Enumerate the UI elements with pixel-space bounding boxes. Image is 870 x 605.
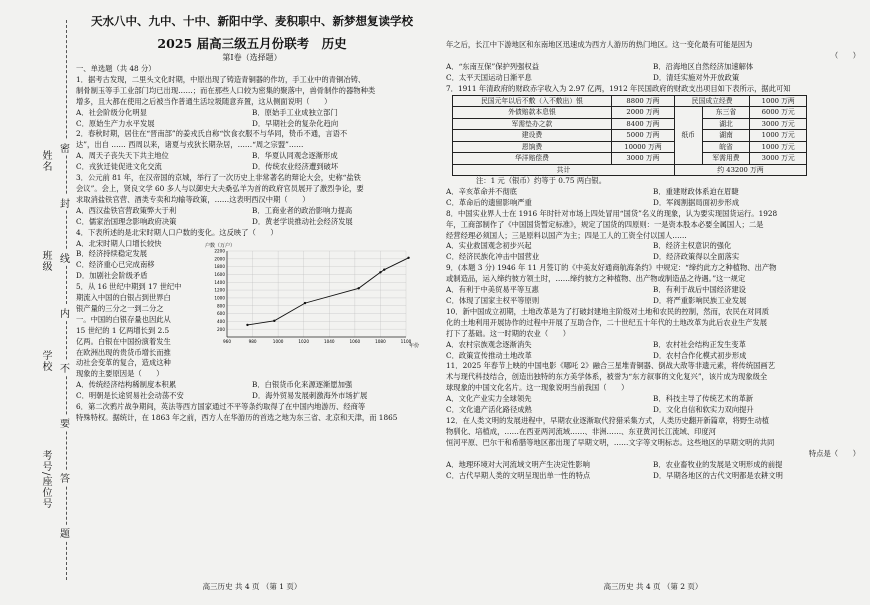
id-label: 考号/座位号 [40, 450, 51, 510]
option[interactable]: D．清廷实施对外开放政策 [653, 72, 740, 82]
option[interactable]: D．经济政策得以全面落实 [653, 252, 740, 262]
option[interactable]: D．将严重影响民族工业发展 [653, 296, 747, 305]
table-cell: 恩饷费 [453, 141, 612, 153]
option[interactable]: B．农业畜牧业的发展是文明形成的前提 [653, 459, 783, 469]
option-row [76, 151, 428, 162]
option[interactable]: D．军阀割据局面初步形成 [653, 197, 740, 207]
option[interactable]: A．辛亥革命并不彻底 [446, 186, 517, 196]
question-text: 达”，出自 …… 西周以来，诸夏与戎狄长期杂居，……“周之宗盟”…… [76, 140, 304, 150]
option[interactable]: D．文化自信和软实力双向提升 [653, 405, 754, 415]
question-text: 化的土地利用开展协作的过程中开展了互助合作，二十世纪五十年代的土地改革为此后农业生产发展 [446, 317, 768, 327]
option[interactable]: D．农村合作化模式初步形成 [653, 350, 747, 360]
question-text: 物驯化、培植成，……在西亚两河流域……、非洲……、东亚黄河长江流域、印度河 [446, 426, 716, 436]
option[interactable]: B．华夏认同观念逐渐形成 [252, 151, 338, 161]
option[interactable]: C．体现了国家主权平等原则 [446, 296, 540, 305]
question-text: 5．从 16 世纪中期到 17 世纪中 [76, 282, 182, 292]
table-cell: 华洋赔偿费 [453, 153, 612, 165]
option-row [76, 380, 428, 391]
table-row [453, 153, 807, 165]
question-text: 在欧洲出现的贵货币增长而推 [76, 347, 171, 357]
question-text: 术与现代科技结合，创造出独特的东方美学体系，被誉为“东方叙事的文化复兴”，该片成为现象级全 [446, 372, 768, 382]
table-cell: 民国成立经费 [674, 95, 749, 107]
seal-char: 答 [60, 470, 70, 485]
option-row [446, 351, 860, 362]
option[interactable]: B．经济主权意识的强化 [653, 241, 732, 251]
x-tick-label: 1020 [298, 338, 310, 344]
option[interactable]: B．白银货币化来源逐渐愿加强 [252, 380, 353, 390]
option[interactable]: C．明朝是长途贸易社会动荡不安 [76, 391, 184, 401]
data-point [357, 287, 359, 289]
data-point [379, 271, 381, 273]
chart-axes [214, 248, 411, 343]
option-row [76, 108, 428, 119]
option-row [76, 217, 428, 228]
question-text: 1．据考古发现，二里头文化时期，中原出现了铸造青铜器的作坊，手工业中的青铜冶铸、 [76, 74, 366, 84]
option[interactable]: C．太平天国运动日渐平息 [446, 72, 532, 82]
binding-margin [0, 0, 70, 605]
question-text: 银产量的三分之一到二分之 [76, 303, 164, 313]
seal-char: 题 [60, 525, 70, 540]
option-row [446, 62, 860, 73]
question-text: 打下了基础。这一时期的农业（ ） [446, 328, 571, 338]
question-text: 年之后，长江中下游地区和东南地区迅速成为西方人游历的热门地区。这一变化最有可能是因为 [446, 40, 753, 49]
option[interactable]: C．文化遗产活化路径成熟 [446, 405, 532, 415]
question-text: 经营经理必须国人；三是原料以国产为主；四是工人的工资全付以国人…… [446, 230, 687, 240]
seal-char: 要 [60, 415, 70, 430]
option-row [76, 391, 428, 402]
option[interactable]: C．戎狄迁徙促进文化交流 [76, 162, 162, 172]
option[interactable]: C．儒家治国理念影响政府决策 [76, 216, 177, 226]
question-text: 6．第二次鸦片战争期间，英法等西方国家通过不平等条约取得了在中国内地游历、经商等 [76, 402, 366, 412]
table-cell: 5000 万两 [611, 130, 674, 142]
table-cell: 1000 万元 [750, 141, 807, 153]
option[interactable]: B．工商业者的政治影响力提高 [252, 205, 353, 215]
table-cell: 3000 万两 [611, 153, 674, 165]
question-4-5-text [76, 239, 194, 381]
option[interactable]: A．周天子丧失天下共主地位 [76, 151, 169, 161]
y-tick-label: 2000 [214, 255, 225, 261]
section-heading: 一、单选题（共 48 分） [76, 64, 156, 73]
y-tick-label: 1600 [214, 271, 225, 277]
volume-title: 第Ⅰ卷（选择题） [222, 53, 282, 62]
option-row [446, 252, 860, 263]
table-cell: 3000 万元 [750, 153, 807, 165]
y-tick-label: 1200 [214, 287, 225, 293]
x-tick-label: 1000 [272, 338, 284, 344]
seal-char: 密 [60, 140, 70, 155]
x-axis-label: 年份 [409, 342, 420, 349]
question-text: 球现象的中国文化名片。这一现象说明当前我国（ ） [446, 383, 629, 393]
page-footer: 高三历史 共 4 页 （第 1 页） [202, 582, 302, 592]
option-row [446, 405, 860, 416]
option-row [446, 241, 860, 252]
table-row [453, 118, 807, 130]
table-cell: 军需垫办之款 [453, 118, 612, 130]
question-text: 期流入中国的白银占到世界白 [76, 293, 171, 303]
table-cell: 1000 万元 [750, 130, 807, 142]
seal-char: 封 [60, 195, 70, 210]
answer-bracket: 特点是（ ） [808, 448, 860, 458]
question-text: 会议”。会上，贤良文学 60 多人与以御史大夫桑弘羊为首的政府官员展开了激烈争论，要 [76, 183, 364, 193]
option-row [446, 73, 860, 84]
table-cell: 3000 万元 [750, 118, 807, 130]
option[interactable]: A．文化产业实力全球领先 [446, 394, 532, 404]
finance-table [452, 95, 807, 177]
question-text: 特殊特权。据统计，在 1863 年之前，西方人在华游历的首选之地为东三省、北京和天津，而 1865 [76, 413, 398, 422]
question-text: 增多，且大都在使用之后被当作普通生活垃圾随意弃置，这从侧面说明（ ） [76, 96, 332, 106]
table-row [453, 95, 807, 107]
school-label: 学校 [40, 350, 51, 372]
option[interactable]: A．有利于中美贸易平等互惠 [446, 285, 539, 295]
seal-char: 线 [60, 250, 70, 265]
option[interactable]: B．沿海地区自然经济加速解体 [653, 61, 754, 71]
option[interactable]: A．农村宗族观念逐渐消失 [446, 339, 532, 349]
question-text: 年，工商部制作了《中国国货暂定标准》，规定了国货的四原则：一是资本股本必要全属国人；二是 [446, 219, 764, 229]
option[interactable]: C．政策宣传推动土地改革 [446, 350, 532, 360]
table-cell: 8800 万两 [611, 95, 674, 107]
question-text: 7．1911 年清政府的财政赤字收入为 2.97 亿两，1912 年民国政府的财政支出项目如下表所示，据此可知 [446, 83, 791, 93]
table-cell: 外债赔款本息银 [453, 107, 612, 119]
option[interactable]: A．社会阶级分化明显 [76, 107, 147, 117]
table-cell: 皖省 [702, 141, 750, 153]
x-tick-label: 980 [248, 338, 257, 344]
table-cell: 2000 万两 [611, 107, 674, 119]
option[interactable]: A．传统经济结构稀制度本积累 [76, 380, 177, 390]
household-line-chart [201, 239, 427, 351]
option[interactable]: C．原始生产力水平发展 [76, 118, 155, 128]
y-tick-label: 2200 [214, 248, 225, 254]
option-row [446, 471, 860, 482]
option-row [446, 460, 860, 471]
option[interactable]: B．科技主导了传统艺术的革新 [653, 394, 754, 404]
total-label-cell: 共计 [453, 164, 675, 176]
option[interactable]: B．重建财政体系迫在眉睫 [653, 186, 739, 196]
option[interactable]: D．传统农业经济遭到破坏 [252, 162, 339, 172]
option-row [446, 296, 860, 307]
page-footer: 高三历史 共 4 页 （第 2 页） [603, 582, 703, 592]
option[interactable]: D．加剧社会阶级矛盾 [76, 271, 148, 281]
class-label: 班级 [40, 250, 51, 272]
x-tick-label: 1040 [323, 338, 335, 344]
question-text: 10．新中国成立初期，土地改革是为了打破封建地主阶级对土地和农民的控制，然而，农民在对同质 [446, 306, 770, 316]
table-cell: 建设费 [453, 130, 612, 142]
question-text: 亿两。白银在中国扮演着发生 [76, 336, 171, 346]
data-point [304, 301, 306, 303]
exam-title: 2025 届高三级五月份联考 历史 [157, 36, 347, 51]
option[interactable]: A．西汉盐铁官营政策弊大于利 [76, 205, 177, 215]
table-cell: 民国元年以后不敷（入不敷出）银 [453, 95, 612, 107]
y-tick-label: 600 [217, 310, 225, 316]
question-text: 11．2025 年春节上映的中国电影《哪吒 2》融合三星堆青铜器、倒战大敌等非遗元素，将传统国画艺 [446, 361, 776, 371]
table-row [453, 141, 807, 153]
data-point [246, 323, 248, 325]
question-4-5-block [76, 239, 428, 381]
option-row [76, 162, 428, 173]
option[interactable]: B．经济持续稳定发展 [76, 249, 148, 259]
option[interactable]: A．北宋时期人口增长较快 [76, 238, 162, 248]
option[interactable]: C．革命后的遗留影响严重 [446, 197, 532, 207]
question-text: 恒河平原、巴尔干和希腊等地区都出现了早期文明，……文字等文明标志。这些地区的早期文明的共同 [446, 437, 775, 447]
answer-bracket: （ ） [830, 50, 860, 60]
option[interactable]: D．早期各地区的古代文明都是农耕文明 [653, 470, 783, 480]
y-tick-label: 200 [217, 326, 225, 332]
option[interactable]: D．海外贸易发展刺激海外市场扩展 [252, 391, 368, 401]
table-row [453, 164, 807, 176]
question-text: 一。中国的白银存量也因此从 [76, 314, 171, 324]
table-row [453, 107, 807, 119]
question-text: 或制造品，运入缔约彼方领土时，……缔约彼方之种植物、出产物或制造品之待遇。”这一规定 [446, 274, 746, 284]
x-tick-label: 960 [223, 338, 231, 344]
table-note: 注：1 元（银币）约等于 0.75 两白银。 [476, 176, 607, 186]
name-label: 姓名 [40, 150, 51, 172]
option-row [446, 340, 860, 351]
data-point [273, 319, 275, 321]
y-tick-label: 800 [217, 302, 225, 308]
table-row [453, 130, 807, 142]
table-cell: 10000 万两 [611, 141, 674, 153]
option[interactable]: A．“东南互保”保护列强权益 [446, 61, 539, 71]
total-value-cell: 约 43200 万两 [674, 164, 806, 176]
option-row [446, 187, 860, 198]
option[interactable]: B．农村社会结构正发生变革 [653, 339, 746, 349]
option-row [446, 394, 860, 405]
option[interactable]: A．实业救国观念初步兴起 [446, 241, 532, 251]
seal-char: 不 [60, 360, 70, 375]
page-2 [446, 0, 860, 605]
school-list: 天水八中、九中、十中、新阳中学、麦积职中、新梦想复读学校 [91, 14, 413, 28]
question-text: 制骨制玉等手工业部门均已出现……；而在那些人口较为密集的聚落中，兽骨制作的器物种类 [76, 85, 376, 95]
y-tick-label: 1400 [214, 279, 225, 285]
x-tick-label: 1080 [375, 338, 386, 344]
question-text: 4．下表所述的是北宋时期人口户数的变化。这反映了（ ） [76, 227, 278, 237]
question-text: 求取消盐铁官营、酒类专卖和均输等政策，……这表明西汉中期（ ） [76, 194, 310, 204]
question-text: 15 世纪的 1 亿两增长到 2.5 [76, 325, 170, 335]
option-row [446, 198, 860, 209]
y-axis-label: 户数（万户） [205, 242, 236, 249]
question-text: 12．在人类文明的发展进程中，早期农业逐渐取代狩猎采集方式，人类历史翻开新篇章，将野生动植 [446, 415, 770, 425]
option-row [76, 119, 428, 130]
data-point [383, 268, 385, 270]
option[interactable]: D．早期社会的复杂化趋向 [252, 118, 339, 128]
option[interactable]: B．原始手工业成独立部门 [252, 107, 338, 117]
data-point [407, 256, 409, 258]
x-tick-label: 1060 [349, 338, 361, 344]
question-text: 9．(本题 3 分) 1946 年 11 月签订的《中美友好通商航海条约》中规定：“缔约此方之种植物、出产物 [446, 263, 777, 273]
y-tick-label: 1000 [214, 295, 225, 301]
paper-currency-cell: 纸币 [674, 107, 702, 165]
option[interactable]: C．经济重心已完成南移 [76, 260, 155, 270]
question-text: 3．公元前 81 年，在汉帝国的京城，举行了一次历史上非常著名的辩论大会，史称“盐铁 [76, 173, 361, 183]
table-cell: 6000 万元 [750, 107, 807, 119]
option[interactable]: C．经济民族化冲击中国营业 [446, 252, 540, 262]
table-cell: 湖北 [702, 118, 750, 130]
option[interactable]: B．有利于战后中国经济建设 [653, 285, 746, 295]
chart-marks [246, 256, 410, 326]
seal-char: 内 [60, 305, 70, 320]
y-tick-label: 400 [217, 318, 225, 324]
table-cell: 湖南 [702, 130, 750, 142]
y-tick-label: 1800 [214, 263, 225, 269]
question-text: 8．中国实业界人士在 1916 年时针对市场上四处冒用“国货”名义的现象，认为要实现国货运行。1928 [446, 208, 778, 218]
option-row [446, 285, 860, 296]
question-text: 现象的主要原因是（ ） [76, 369, 164, 379]
table-cell: 军需用费 [702, 153, 750, 165]
table-cell: 8400 万两 [611, 118, 674, 130]
option[interactable]: C．古代早期人类的文明呈现出单一性的特点 [446, 470, 591, 480]
option[interactable]: A．地理环境对大河流域文明产生决定性影响 [446, 459, 590, 469]
series-line [247, 257, 408, 324]
x-tick-label: 1100 [400, 338, 412, 344]
page-1 [76, 0, 428, 605]
table-cell: 1000 万两 [750, 95, 807, 107]
option-row [76, 206, 428, 217]
question-text: 动社会变革的复合，造成这种 [76, 358, 171, 368]
table-cell: 东三省 [702, 107, 750, 119]
seal-line [66, 20, 67, 580]
question-text: 2．春秋时期，居住在“晋南部”的姜戎氏自称“饮食衣服不与华同，贽币不通，言语不 [76, 129, 348, 139]
option[interactable]: D．黄老学说推动社会经济发展 [252, 216, 353, 226]
